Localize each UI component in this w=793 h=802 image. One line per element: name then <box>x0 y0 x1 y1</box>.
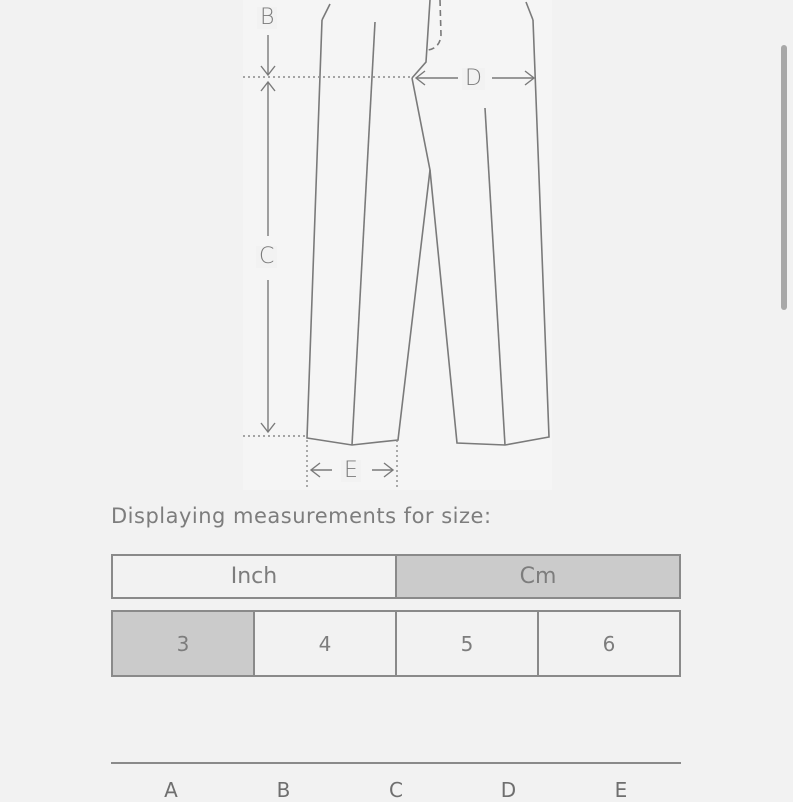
table-top-rule <box>111 762 681 764</box>
dimension-label-e: E <box>341 460 361 482</box>
unit-option-inch[interactable]: Inch <box>230 564 278 589</box>
measurement-table-header <box>111 778 681 802</box>
dimension-label-d: D <box>462 68 485 90</box>
unit-option-cm[interactable]: Cm <box>395 556 679 597</box>
left-crease <box>352 22 375 445</box>
column-header-d: D <box>500 778 517 802</box>
unit-toggle <box>111 554 681 599</box>
right-crease <box>485 108 505 445</box>
dimension-label-b: B <box>257 7 277 29</box>
size-picker <box>111 610 681 677</box>
column-header-b: B <box>276 778 291 802</box>
scrollbar[interactable] <box>781 45 787 310</box>
size-option-5[interactable]: 5 <box>395 612 537 675</box>
column-header-c: C <box>389 778 403 802</box>
size-option-3[interactable]: 3 <box>113 612 253 675</box>
left-leg-outline <box>307 20 430 445</box>
column-header-a: A <box>164 778 178 802</box>
dimension-label-c: C <box>256 246 277 268</box>
size-option-4[interactable]: 4 <box>253 612 395 675</box>
size-caption: Displaying measurements for size: <box>111 504 492 528</box>
column-header-e: E <box>614 778 628 802</box>
right-leg-outline <box>430 20 549 445</box>
size-option-6[interactable]: 6 <box>537 612 679 675</box>
